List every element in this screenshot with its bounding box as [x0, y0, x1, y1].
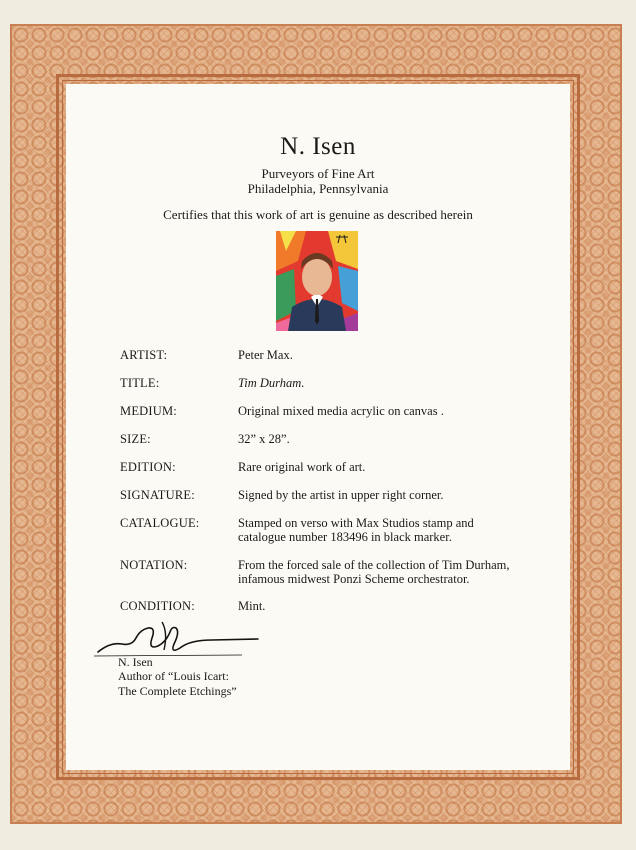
field-value-size: 32” x 28”. [238, 432, 290, 446]
field-value-notation-line1: From the forced sale of the collection of Tim Durham, [238, 558, 510, 572]
field-label-catalogue: CATALOGUE: [120, 516, 200, 530]
field-label-title: TITLE: [120, 376, 160, 390]
field-label-medium: MEDIUM: [120, 404, 177, 418]
field-label-edition: EDITION: [120, 460, 176, 474]
signer-name: N. Isen [118, 655, 153, 669]
field-value-catalogue-line1: Stamped on verso with Max Studios stamp and [238, 516, 474, 530]
field-value-artist: Peter Max. [238, 348, 293, 362]
signer-credit-line2: The Complete Etchings” [118, 684, 237, 698]
field-label-artist: ARTIST: [120, 348, 168, 362]
artwork-thumbnail [276, 231, 358, 331]
field-value-signature: Signed by the artist in upper right corner. [238, 488, 444, 502]
field-value-medium: Original mixed media acrylic on canvas . [238, 404, 444, 418]
certification-statement: Certifies that this work of art is genuine as described herein [163, 207, 473, 222]
field-value-condition: Mint. [238, 599, 266, 613]
field-label-signature: SIGNATURE: [120, 488, 195, 502]
field-label-size: SIZE: [120, 432, 151, 446]
dealer-tagline: Purveyors of Fine Art [261, 166, 375, 181]
dealer-location: Philadelphia, Pennsylvania [247, 181, 389, 196]
field-value-catalogue-line2: catalogue number 183496 in black marker. [238, 530, 452, 544]
field-label-notation: NOTATION: [120, 558, 188, 572]
dealer-name: N. Isen [280, 133, 356, 160]
field-value-edition: Rare original work of art. [238, 460, 366, 474]
signer-credit-line1: Author of “Louis Icart: [118, 669, 229, 683]
field-value-title: Tim Durham. [238, 376, 305, 390]
field-label-condition: CONDITION: [120, 599, 195, 613]
field-value-notation-line2: infamous midwest Ponzi Scheme orchestrator. [238, 572, 470, 586]
